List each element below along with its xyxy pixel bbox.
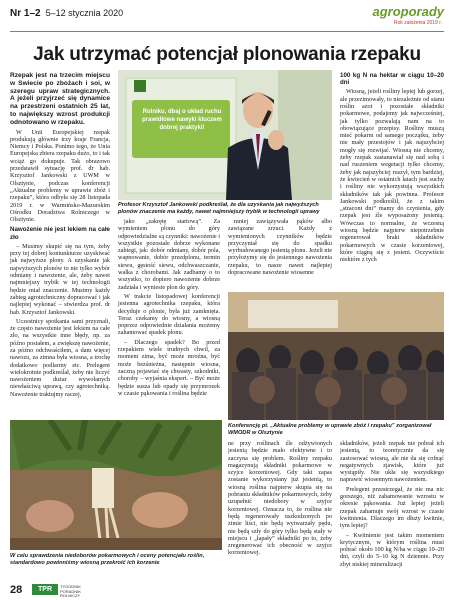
- article-title: Jak utrzymać potencjał plonowania rzepaku: [33, 44, 421, 65]
- brand-subtitle: Rok założenia 2019 r.: [393, 20, 442, 26]
- paragraph: ne przy roślinach źle odżywionych jesienią będzie mało efektywne i to zaczyna się problem. Rośliny rzepaku magazynują składniki pokarmowe w szyjce korzeniowej. Gdy taki zapas zostanie wykorzystany już jesienią, to wiosną roślina najpierw skupia się na pobraniu składników pokarmowych, żeby uzupełnić niedobory w szyjce korzeniowej. Oznacza to, że roślina nie będą regenerowały uszkodzonych po zimie liści, nie będą wytwarzały pędu, nie będą szły do góry tylko będą stały w miejscu i „łapały” składniki po to, żeby zregenerować ich obecność w szyjce korzeniowej.: [228, 440, 332, 557]
- banner-line: prawidłowe nawyki kluczem: [142, 117, 222, 123]
- column-3: [228, 218, 332, 278]
- issue-date: 5–12 stycznia 2020: [45, 8, 124, 18]
- photo-caption: Konferencję pt. „Aktualne problemy w uprawie zbóż i rzepaku” zorganizował WMODR w Olsztynie: [228, 423, 432, 436]
- paragraph: Wiosną, jeżeli rośliny lepiej lub gorzej, ale przezimowały, to niezależnie od stanu roślin azot i pozostałe składniki pokarmowe, podajemy jak najwcześniej, jak tylko pozwalają nam na to obowiązujące przepisy. Rośliny muszą mieć pokarm od samego początku, żeby nie mały przestojów i jak najszybciej mogły się rozwijać. Wiosną nie chcemy, żeby rzepak zastanawiał się nad sobą i nad ruszeniem wegetacji tylko chcemy, żeby jak najszybciej ruszył, tym bardziej, że kwiecień w ostatnich latach jest suchy i rośliny nie wykorzystują wszystkich składników tak jak powinna. Profesor Jankowski podkreślił, że z takim „straconi dni” mamy do czynienia, gdy rzepak jest źle wyposażony jesienią. Wówczas to normalne, że wczesną wiosną będzie najpierw niepotrzebnie regenerował braki składników pokarmowych w czasie korzeniowej, które ciągną się z jesieni. Oczywiście niektóre z tych: [340, 88, 444, 264]
- paragraph: – Kwitnienie jest takim momentem krytycznym, w którym roślina musi pobrać około 100 kg N/ha w ciągu 10–20 dni, czyli do 5–10 kg N dziennie. Przy zbyt niskiej mineralizacji: [340, 531, 444, 568]
- paragraph: Prelegent przestrzegał, że nie ma nic gorszego, niż zahamowanie wzrostu w okresie pąkowania. Już lepiej jeżeli rzepak zahamuje swój wzrost w czasie kwitnienia. Dlaczego im dłuży kwitnie, tym lepiej?: [340, 485, 444, 530]
- paragraph: W trakcie listopadowej konferencji jesienna agrotechnika rzepaku, która decyduje o plonie, była już zamknięta. Teraz czekamy do wiosny, a wiosną poprzez odpowiednie działania możemy zahamować spadek plonu.: [118, 292, 220, 337]
- photo-caption: W celu sprawdzenia niedoborów pokarmowych i oceny potencjału roślin, standardowo powinniśmy wiosną przekroić ich korzenie: [10, 553, 205, 566]
- paragraph: – Musimy skupić się na tym, żeby przy tej dobrej koniunkturze uzyskiwać jak najwyższe plony. A uzyskanie jak najwyższych plonów to nie tylko wybór odmiany i nawożenie, ale, żeby nawet najmniejszy trybik w tej technologii będzie miał znaczenie. Musimy każdy zabieg agrotechniczny dopracować i jak najlepiej wykonać – stwierdza prof. dr hab. Krzysztof Jankowski.: [10, 242, 110, 316]
- paragraph: mniej zawiązywała pąków albo zawiązane zrzuci. Każdy z wymienionych czynników będzie przyczyniał się do spadku wyrbudowanego jesienią plonu. Jeżeli nie przyłożymy się do jesiennego nawożenia rzepaku, to nasze nawet najlepiej dopracowane nawożenie wiosenne: [228, 218, 332, 277]
- paragraph: W Unii Europejskiej rzepak produkują głównie trzy kraje Francja, Niemcy i Polska. Ponimo tego, że Unia Europejska zbiera rzepaku dużo, to i tak wciąż go dokupuje. Tak obrazowo przedstawił sytuację prof. dr hab. Krzysztof Jankowski z UWM w Olsztynie, podczas konferencji „Aktualne problemy w uprawie zbóż i rzepaku”, która odbyła się 28 listopada 2019 r. w Warmińsko-Mazurskim Ośrodku Doradztwa Rolniczego w Olsztynie.: [10, 128, 110, 224]
- header-divider: [10, 31, 444, 32]
- column-6: [340, 440, 444, 570]
- paragraph: jako „zakrętę startową”. Za wymieniem plonu do góry odpowiedzialne są czynniki: nawożenie i wszystkie pozostałe dobrze wykonane zabiegi, jak: dobór odmiany, dobór pola, wapnowanie, dobór przedplonu, termin siewu, gęstość siewu, odchwaszczanie, walka z chorobami. Jak zadbamy o to wszystko, to dopiero nawożenie dobrze zadziała i wyniesie plon do góry.: [118, 218, 220, 291]
- conference-photo: [228, 292, 444, 420]
- paragraph: Uczestnicy spotkania sami przyznali, że często nawożenie jest lekiem na całe zło, na wszystkie inne błędy, np. za późno posiałem, a zwiększę nawożenie, za późno odchwaściłem, a dam więcej nawozu, za zimna była wiosna, a trochę dodatkowo podlarmy etc. Prelegent wielokrotnie podkreślał, żeby nie liczyć nawożeniem dużar wywołanych niewłaściwą uprawą, czy agrotechniką. Nawożenie traktujmy raczej,: [10, 317, 110, 398]
- banner-line: dobrej praktyki!: [159, 125, 205, 131]
- brand-logo: agroporady: [372, 4, 444, 19]
- column-1: [10, 72, 110, 400]
- speaker-photo: [118, 70, 332, 200]
- column-5: [228, 440, 332, 559]
- conference-photo-graphic: [228, 292, 444, 420]
- issue-info: [10, 8, 123, 19]
- column-4: [340, 72, 444, 266]
- banner-line: Rolniku, dbaj o układ ruchu: [142, 109, 222, 115]
- subheading: Nawożenie nie jest lekiem na całe zło: [10, 226, 110, 241]
- page-footer: [0, 578, 454, 600]
- paragraph: składników, jeżeli rzepak nie pobrał ich jesienią, to teoretycznie da się zastosować wiosną, ale nie da się cofnąć negatywnych zjawisk, które już wystąpiły. Nie ukła się wszystkiego naprawić wiosennym nawożeniem.: [340, 440, 444, 484]
- tpr-logo-subtitle: TYGODNIK PORADNIK ROLNICZY: [60, 584, 81, 598]
- photo-caption: Profesor Krzysztof Jankowski podkreślał, że dla uzyskania jak najwyższych plonów znaczenie ma każdy, nawet najmniejszy trybik w technologii uprawy: [118, 202, 320, 215]
- paragraph: – Dlaczego spadek? Bo przed rzepakiem wiele trudnych chwil, za moment zima, być może mroźna, być może bezśnieżna, następnie wiosna, zaczną pojawiać się chwasty, szkodniki, choroby – wyjaśnia ekspert. – Być może będzie susza lub opady się przymrozek w czasie pąkowania i roślina będzie: [118, 338, 220, 397]
- page-header: [0, 0, 454, 34]
- banner-text: [136, 108, 228, 132]
- tpr-logo: TPR: [32, 584, 58, 595]
- roots-photo: [10, 420, 222, 550]
- page-number: 28: [10, 584, 23, 596]
- speaker-photo-graphic: [118, 70, 332, 200]
- subheading: 100 kg N na hektar w ciągu 10–20 dni: [340, 72, 444, 87]
- article-lead: Rzepak jest na trzecim miejscu w Swiecie po zbożach i soi, w szeregu upraw strategicznych. A jeżeli przyjrzeć się dynamice na przestrzeni ostatnich 25 lat, to największy wzrost produkcji odnotowano w rzepaku.: [10, 72, 110, 126]
- roots-photo-graphic: [10, 420, 222, 550]
- issue-number: Nr 1–2: [10, 8, 41, 19]
- column-2: [118, 218, 220, 399]
